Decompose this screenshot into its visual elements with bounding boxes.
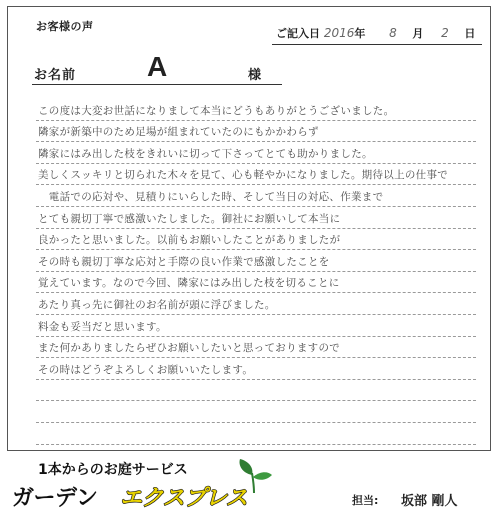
message-line-text: その時も親切丁寧な応対と手際の良い作業で感激したことを [38, 255, 330, 268]
message-line [36, 337, 476, 359]
date-day-unit: 日 [464, 27, 476, 40]
message-line-text: その時はどうぞよろしくお願いいたします。 [38, 363, 254, 376]
card-title: お客様の声 [36, 20, 94, 33]
date-label: ご記入日 [276, 27, 320, 40]
message-line [36, 121, 476, 143]
date-field [276, 25, 475, 41]
message-line [36, 99, 476, 121]
message-line-text: 美しくスッキリと切られた木々を見て、心も軽やかになりました。期待以上の仕事で [38, 169, 449, 182]
name-underline [32, 84, 282, 85]
date-month-unit: 月 [412, 27, 424, 40]
staff-name: 坂部 剛人 [401, 494, 458, 509]
message-line [36, 185, 476, 207]
message-lines [36, 99, 476, 445]
message-line [36, 142, 476, 164]
tagline: 1本からのお庭サービス [38, 462, 188, 478]
name-label: お名前 [34, 68, 77, 83]
date-day: 2 [441, 26, 449, 40]
message-line-text: この度は大変お世話になりまして本当にどうもありがとうございました。 [38, 104, 395, 117]
staff-label: 担当: [352, 494, 379, 507]
name-value: A [147, 51, 168, 82]
date-year: 2016 [323, 26, 355, 40]
brand-name-part2: エクスプレス [120, 486, 248, 511]
footer [0, 455, 500, 520]
name-suffix: 様 [248, 68, 262, 83]
message-line [36, 380, 476, 402]
message-line-text: 覚えています。なので今回、隣家にはみ出した枝を切ることに [38, 277, 340, 290]
date-year-unit: 年 [354, 27, 366, 40]
message-line [36, 164, 476, 186]
message-line-text: とても親切丁寧で感激いたしました。御社にお願いして本当に [38, 212, 341, 225]
message-line [36, 272, 476, 294]
date-month: 8 [389, 26, 397, 40]
message-line-text: 隣家にはみ出した枝をきれいに切って下さってとても助かりました。 [38, 147, 373, 160]
message-line-text: 料金も妥当だと思います。 [38, 320, 167, 333]
message-line [36, 315, 476, 337]
message-line [36, 423, 476, 445]
sprout-icon [234, 457, 274, 495]
message-line-text: また何かありましたらぜひお願いしたいと思っておりますので [38, 342, 341, 355]
message-line [36, 358, 476, 380]
message-line-text: 良かったと思いました。以前もお願いしたことがありましたが [38, 234, 341, 247]
message-line-text: あたり真っ先に御社のお名前が頭に浮びました。 [38, 298, 276, 311]
message-line [36, 250, 476, 272]
message-line-text: 電話での応対や、見積りにいらした時、そして当日の対応、作業まで [38, 190, 384, 203]
message-line [36, 207, 476, 229]
brand-name-part1: ガーデン [12, 486, 98, 511]
date-underline [272, 44, 482, 45]
message-line [36, 293, 476, 315]
customer-voice-card [7, 6, 491, 451]
message-line [36, 401, 476, 423]
message-line-text: 隣家が新築中のため足場が組まれていたのにもかかわらず [38, 126, 319, 139]
message-line [36, 229, 476, 251]
